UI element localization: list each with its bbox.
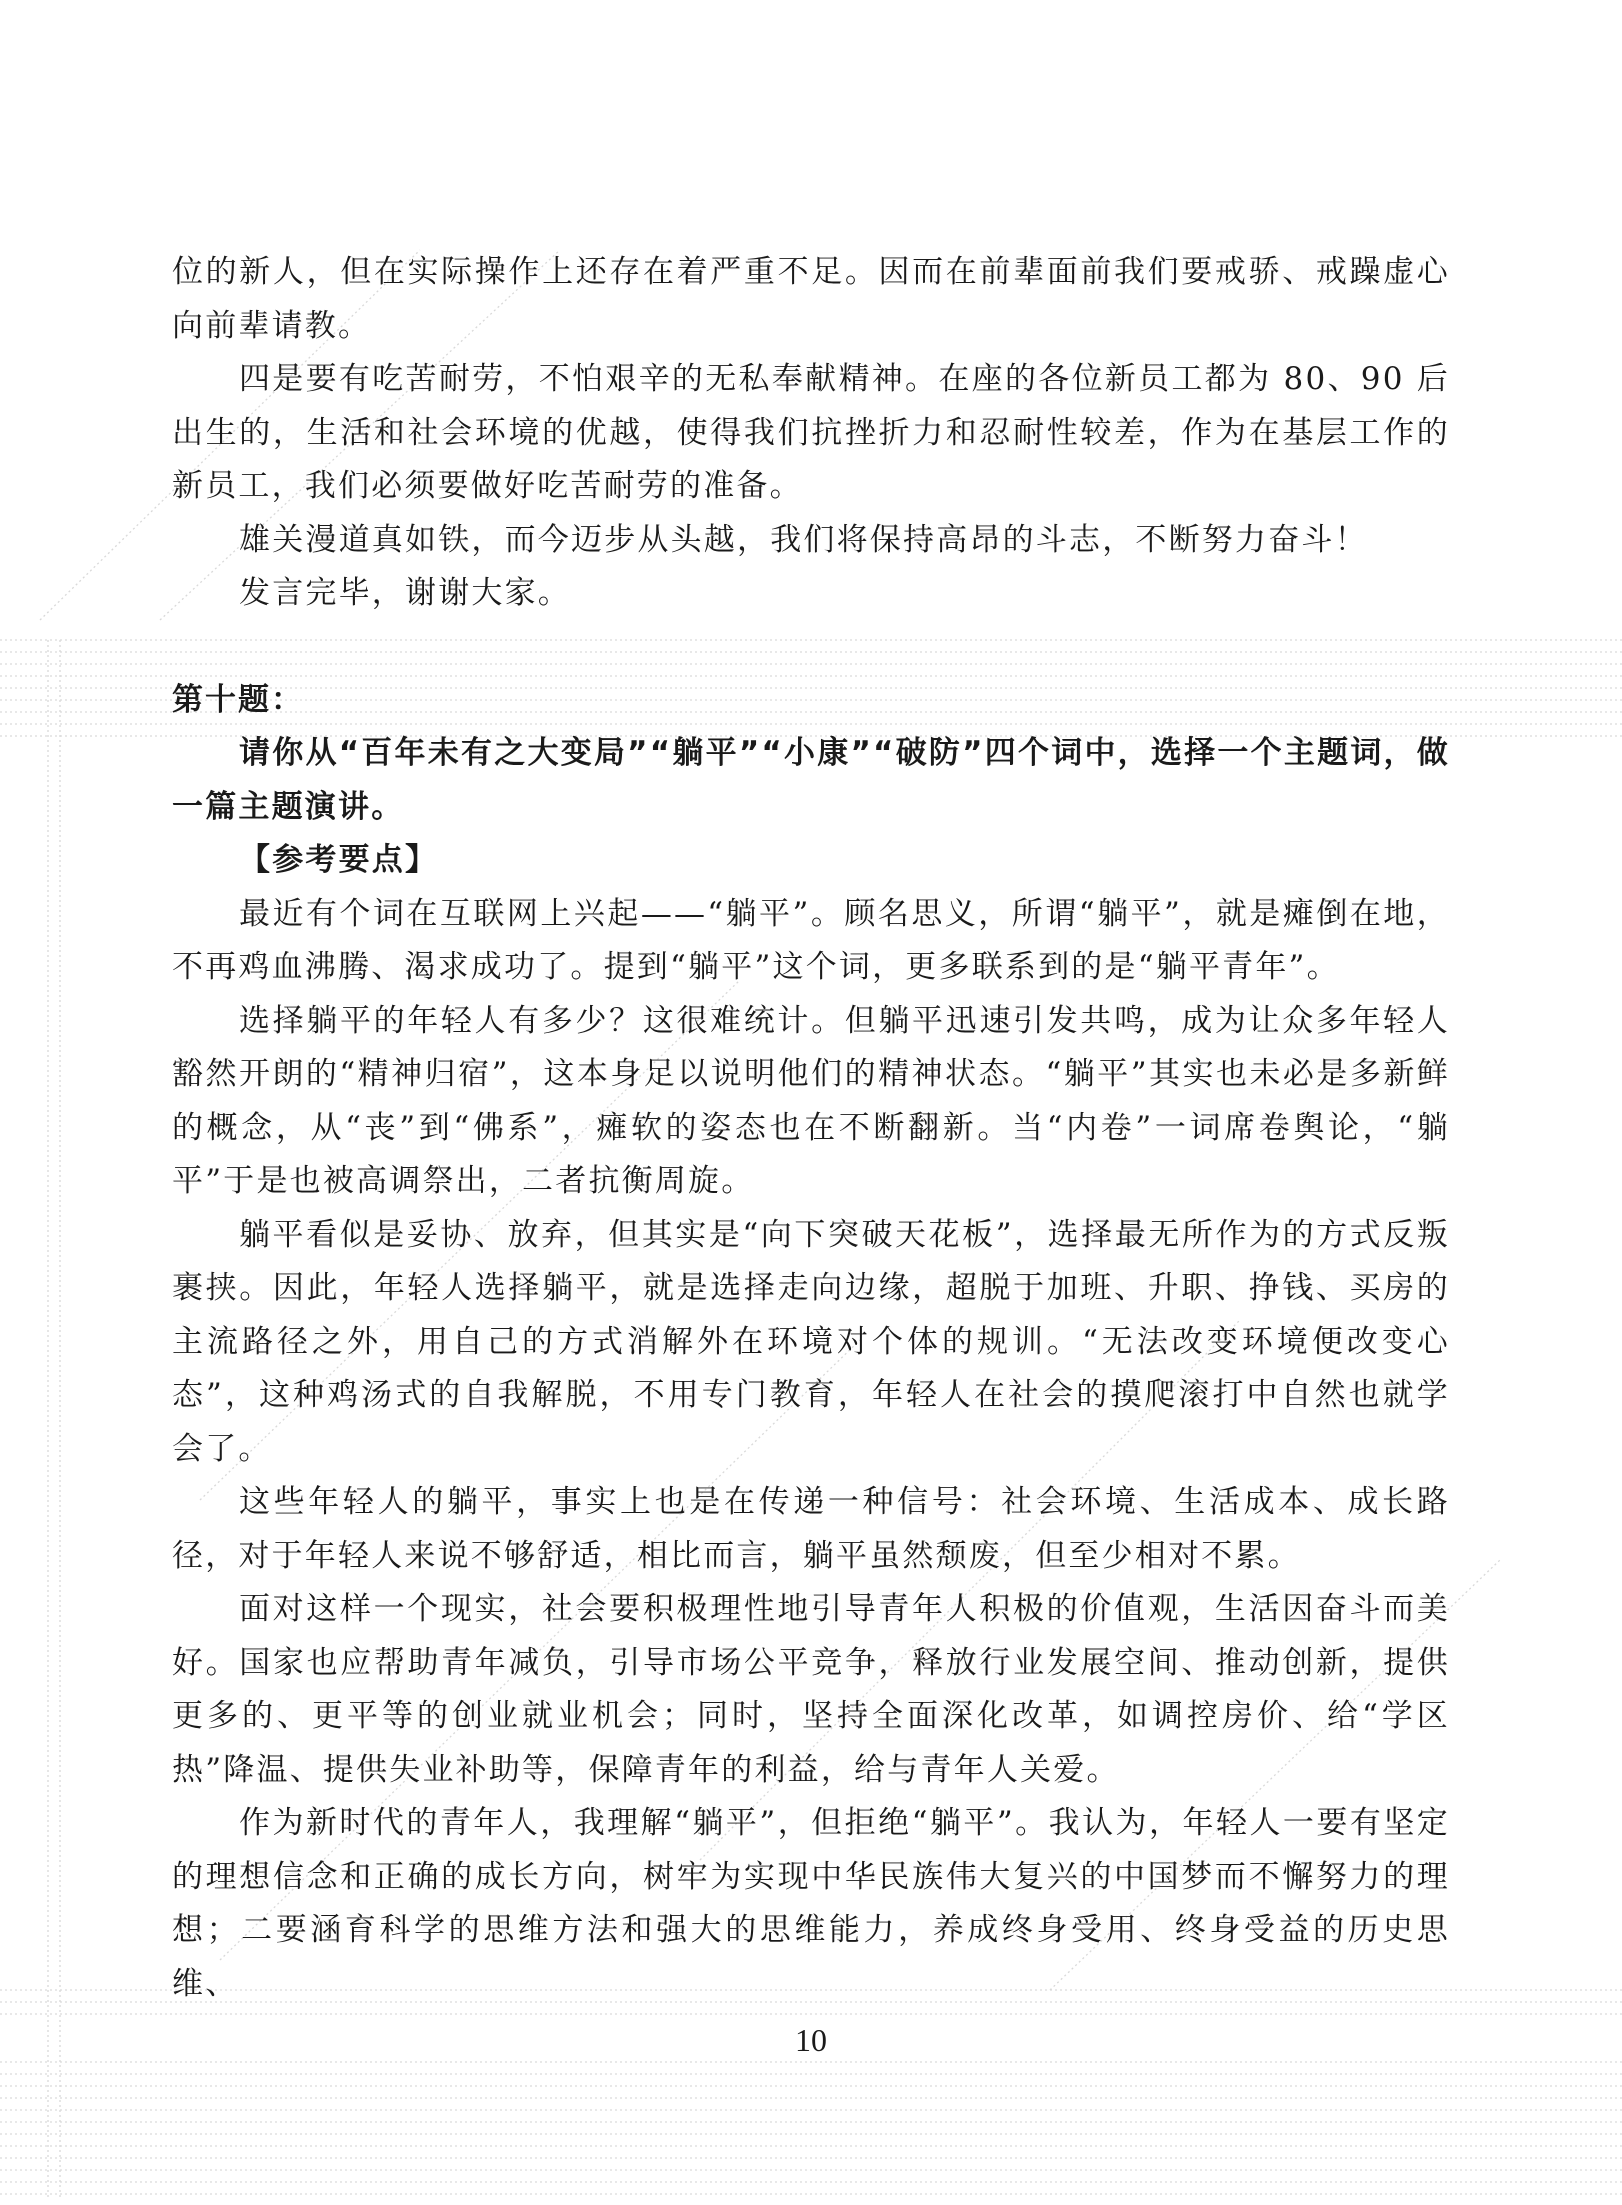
answer-paragraph-2: 选择躺平的年轻人有多少？这很难统计。但躺平迅速引发共鸣，成为让众多年轻人豁然开朗的“精神归宿”，这本身足以说明他们的精神状态。“躺平”其实也未必是多新鲜的概念，从“丧”到“佛系”，瘫软的姿态也在不断翻新。当“内卷”一词席卷舆论，“躺平”于是也被高调祭出，二者抗衡周旋。 — [172, 1002, 1450, 1199]
answer-paragraph-3: 躺平看似是妥协、放弃，但其实是“向下突破天花板”，选择最无所作为的方式反叛裹挟。因此，年轻人选择躺平，就是选择走向边缘，超脱于加班、升职、挣钱、买房的主流路径之外，用自己的方式消解外在环境对个体的规训。“无法改变环境便改变心态”，这种鸡汤式的自我解脱，不用专门教育，年轻人在社会的摸爬滚打中自然也就学会了。 — [172, 1216, 1450, 1467]
continuation-paragraph-1: 位的新人，但在实际操作上还存在着严重不足。因而在前辈面前我们要戒骄、戒躁虚心向前辈请教。 — [172, 254, 1450, 344]
continuation-paragraph-2: 四是要有吃苦耐劳，不怕艰辛的无私奉献精神。在座的各位新员工都为 80、90 后出生的，生活和社会环境的优越，使得我们抗挫折力和忍耐性较差，作为在基层工作的新员工，我们必须要做好吃苦耐劳的准备。 — [172, 361, 1450, 504]
continuation-paragraph-4: 发言完毕，谢谢大家。 — [239, 575, 571, 611]
reference-label: 【参考要点】 — [239, 842, 439, 878]
answer-paragraph-6: 作为新时代的青年人，我理解“躺平”，但拒绝“躺平”。我认为，年轻人一要有坚定的理想信念和正确的成长方向，树牢为实现中华民族伟大复兴的中国梦而不懈努力的理想；二要涵育科学的思维方法和强大的思维能力，养成终身受用、终身受益的历史思维、 — [172, 1805, 1450, 2002]
continuation-paragraph-3: 雄关漫道真如铁，而今迈步从头越，我们将保持高昂的斗志，不断努力奋斗！ — [239, 521, 1368, 558]
page-number: 10 — [795, 2022, 827, 2058]
page-content — [172, 246, 1450, 2011]
answer-paragraph-4: 这些年轻人的躺平，事实上也是在传递一种信号：社会环境、生活成本、成长路径，对于年轻人来说不够舒适，相比而言，躺平虽然颓废，但至少相对不累。 — [172, 1484, 1450, 1574]
question-title: 第十题： — [172, 681, 304, 718]
answer-paragraph-5: 面对这样一个现实，社会要积极理性地引导青年人积极的价值观，生活因奋斗而美好。国家也应帮助青年减负，引导市场公平竞争，释放行业发展空间、推动创新，提供更多的、更平等的创业就业机会；同时，坚持全面深化改革，如调控房价、给“学区热”降温、提供失业补助等，保障青年的利益，给与青年人关爱。 — [172, 1591, 1450, 1788]
section-gap — [172, 621, 1450, 674]
answer-paragraph-1: 最近有个词在互联网上兴起——“躺平”。顾名思义，所谓“躺平”，就是瘫倒在地，不再鸡血沸腾、渴求成功了。提到“躺平”这个词，更多联系到的是“躺平青年”。 — [172, 895, 1450, 985]
question-prompt: 请你从“百年未有之大变局”“躺平”“小康”“破防”四个词中，选择一个主题词，做一篇主题演讲。 — [172, 735, 1450, 825]
